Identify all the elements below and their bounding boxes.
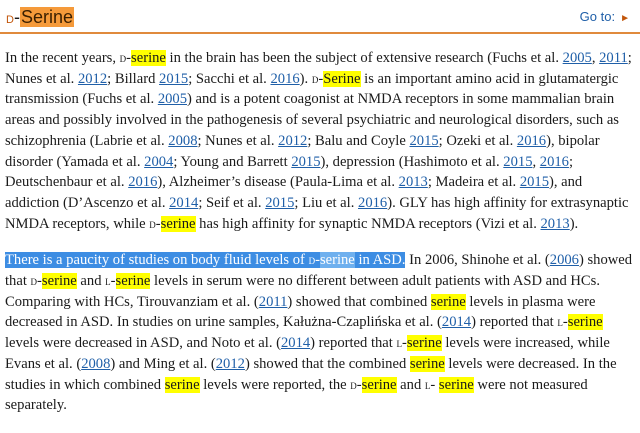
article-body (5, 48, 633, 416)
goto-label: Go to: (579, 9, 616, 24)
text-run: ; Nunes et al. (197, 132, 279, 149)
selected-run: in ASD. (354, 252, 406, 269)
text-run: ) reported that (471, 314, 558, 331)
citation-link[interactable]: 2004 (144, 153, 174, 170)
text-run: and (76, 273, 106, 290)
stereo-prefix: l (424, 376, 431, 392)
citation-link[interactable]: 2016 (516, 132, 547, 149)
citation-link[interactable]: 2015 (265, 194, 295, 211)
citation-link[interactable]: 2014 (441, 314, 472, 331)
text-run: ) reported that (310, 335, 397, 352)
text-run: ), Alzheimer’s disease (Paula-Lima et al. (157, 174, 399, 191)
text-run: - (126, 50, 132, 66)
stereo-prefix: d (308, 252, 316, 268)
title-term: Serine (20, 7, 73, 27)
search-highlight: Serine (323, 70, 361, 87)
title-prefix: d (6, 10, 14, 27)
section-header (0, 0, 640, 34)
citation-link[interactable]: 2015 (291, 153, 321, 170)
stereo-prefix: d (350, 376, 357, 392)
search-highlight: serine (409, 355, 445, 372)
citation-link[interactable]: 2015 (159, 70, 189, 87)
citation-link[interactable]: 2006 (549, 252, 579, 269)
stereo-prefix: l (557, 314, 563, 330)
text-run: ) and is a potent coagonist at NMDA receptors in some mammalian brain areas and possibly involved in the pathogenesis of several psychiatric and neurological disorders, such as schizophrenia (Labrie et al. (5, 91, 619, 149)
selected-run: - (315, 252, 320, 269)
stereo-prefix: l (105, 273, 111, 289)
search-highlight: serine (41, 273, 77, 290)
search-highlight: serine (567, 314, 603, 331)
citation-link[interactable]: 2016 (128, 174, 158, 191)
text-run: ), bipolar disorder (Yamada et al. (5, 132, 600, 170)
citation-link[interactable]: 2013 (540, 215, 570, 232)
stereo-prefix: d (311, 70, 319, 86)
text-run: in the brain has been the subject of extensive research (Fuchs et al. (165, 50, 563, 66)
citation-link[interactable]: 2008 (81, 355, 111, 372)
citation-link[interactable]: 2012 (278, 132, 308, 149)
text-run: ) showed that the combined (244, 355, 410, 372)
search-highlight: serine (438, 376, 474, 393)
text-run: In the recent years, (5, 50, 120, 66)
stereo-prefix: l (396, 335, 402, 351)
text-run: levels were reported, the (199, 376, 351, 393)
citation-link[interactable]: 2012 (77, 70, 108, 87)
text-run: ; Seif et al. (198, 194, 266, 211)
text-run: - (356, 376, 362, 393)
text-run: levels in plasma were decreased in ASD. In studies on urine samples, Kałużna-Czaplińska et al. ( (5, 293, 596, 331)
citation-link[interactable]: 2008 (168, 132, 198, 149)
search-highlight: serine (164, 376, 200, 393)
text-run: ). GLY has high affinity for extrasynaptic NMDA receptors, while (5, 194, 629, 232)
paragraph-2 (5, 250, 633, 416)
citation-link[interactable]: 2014 (169, 194, 199, 211)
text-run: ; Young and Barrett (173, 153, 292, 170)
text-run: ; Liu et al. (294, 194, 359, 211)
text-run: ; Deutschenbaur et al. (5, 153, 574, 191)
text-run: levels were decreased. In the studies in which combined (5, 355, 617, 393)
citation-link[interactable]: 2016 (539, 153, 569, 170)
text-run: - (430, 376, 439, 393)
search-highlight: serine (160, 215, 196, 232)
section-title (6, 6, 74, 30)
text-run: ; Sacchi et al. (188, 70, 271, 87)
citation-link[interactable]: 2016 (358, 194, 388, 211)
text-run: ). (569, 215, 579, 232)
text-run: , (532, 153, 540, 170)
text-run: - (401, 335, 407, 352)
search-highlight: serine (319, 252, 355, 269)
text-run: and (396, 376, 425, 393)
stereo-prefix: d (119, 50, 127, 65)
title-dash: - (13, 7, 20, 27)
text-run: levels were increased, while Evans et al. ( (5, 335, 610, 372)
stereo-prefix: d (149, 215, 156, 231)
citation-link[interactable]: 2015 (503, 153, 533, 170)
search-highlight: serine (361, 376, 397, 393)
text-run: , (591, 50, 600, 66)
selected-text (5, 252, 405, 268)
text-run: levels in serum were no different between adult patients with ASD and HCs. Comparing with HCs, Tirouvanziam et al. ( (5, 273, 600, 310)
text-run: ; Balu and Coyle (307, 132, 410, 149)
citation-link[interactable]: 2005 (562, 50, 592, 66)
citation-link[interactable]: 2016 (270, 70, 300, 87)
citation-link[interactable]: 2015 (519, 174, 549, 191)
text-run: levels were decreased in ASD, and Noto et al. ( (5, 335, 281, 352)
citation-link[interactable]: 2005 (157, 91, 188, 108)
text-run: - (155, 215, 161, 232)
text-run: ) showed that combined (287, 293, 431, 310)
citation-link[interactable]: 2013 (398, 174, 428, 191)
citation-link[interactable]: 2015 (409, 132, 439, 149)
citation-link[interactable]: 2012 (215, 355, 245, 372)
paragraph-1 (5, 48, 633, 234)
stereo-prefix: d (30, 273, 38, 289)
text-run: ) showed that (5, 252, 633, 290)
citation-link[interactable]: 2014 (280, 335, 311, 352)
text-run: ), depression (Hashimoto et al. (320, 153, 504, 170)
text-run: ; Nunes et al. (5, 50, 632, 87)
citation-link[interactable]: 2011 (258, 293, 288, 310)
text-run: is an important amino acid in glutamatergic transmission (Fuchs et al. (5, 70, 619, 108)
text-run: ; Billard (107, 70, 160, 87)
text-run: ). (299, 70, 312, 87)
text-run: were not measured separately. (5, 376, 588, 414)
search-highlight: serine (115, 273, 151, 290)
text-run: ), and addiction (D’Ascenzo et al. (5, 174, 583, 211)
search-highlight: serine (131, 50, 166, 66)
search-highlight: serine (430, 293, 466, 310)
citation-link[interactable]: 2011 (599, 50, 628, 66)
selected-run: There is a paucity of studies on body fluid levels of (5, 252, 309, 269)
text-run: - (318, 70, 324, 87)
text-run: has high affinity for synaptic NMDA receptors (Vizi et al. (195, 215, 541, 232)
text-run: ) and Ming et al. ( (110, 355, 216, 372)
search-highlight: serine (406, 335, 442, 352)
triangle-right-icon: ► (620, 13, 630, 24)
text-run: ; Madeira et al. (427, 174, 520, 191)
text-run: In 2006, Shinohe et al. ( (405, 252, 550, 269)
text-run: - (562, 314, 568, 331)
text-run: ; Ozeki et al. (438, 132, 517, 149)
text-run: - (37, 273, 42, 290)
goto-link[interactable] (580, 9, 630, 24)
text-run: - (110, 273, 116, 290)
